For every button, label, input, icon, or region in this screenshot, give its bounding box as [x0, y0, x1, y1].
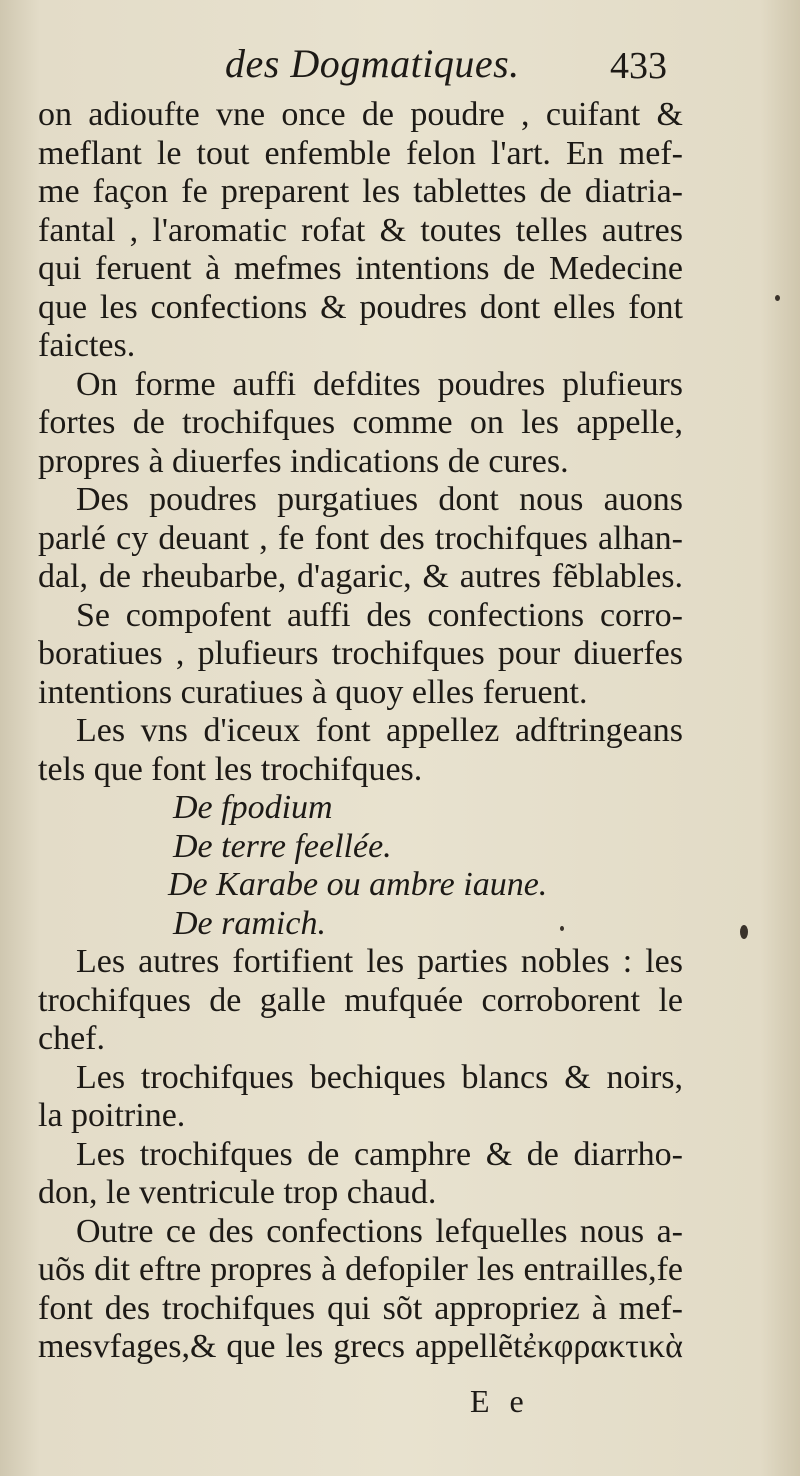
remedy-item: De Karabe ou ambre iaune.	[168, 866, 548, 903]
text-line: boratiues , plufieurs trochifques pour diuerfes	[38, 635, 683, 672]
body-text	[38, 96, 683, 1367]
text-line: don, le ventricule trop chaud.	[38, 1174, 437, 1211]
page-header	[0, 40, 800, 96]
text-line: Les trochifques bechiques blancs & noirs,	[76, 1058, 683, 1096]
text-line: trochifques de galle mufquée corroborent le	[38, 981, 683, 1019]
text-line: la poitrine.	[38, 1097, 186, 1134]
text-line: Outre ce des confections lefquelles nous a-	[76, 1212, 683, 1250]
text-line: Se compofent auffi des confections corro-	[76, 596, 683, 634]
text-line: dal, de rheubarbe, d'agaric, & autres fẽblables.	[38, 558, 683, 595]
text-line: font des trochifques qui sõt appropriez à mef-	[38, 1289, 683, 1327]
text-line: mesvfages,& que les grecs appellẽtἐκφρακτικὰ	[38, 1328, 683, 1365]
text-line: Les vns d'iceux font appellez adftringeans	[76, 712, 683, 749]
text-line: fantal , l'aromatic rofat & toutes telles autres	[38, 211, 683, 249]
text-line: intentions curatiues à quoy elles feruent.	[38, 673, 588, 711]
text-line: Des poudres purgatiues dont nous auons	[76, 481, 683, 518]
remedy-item: De terre feellée.	[173, 827, 392, 865]
text-line: on adioufte vne once de poudre , cuifant &	[38, 96, 683, 133]
text-line: On forme auffi defdites poudres plufieurs	[76, 365, 683, 403]
page-number: 433	[610, 45, 667, 87]
running-head: des Dogmatiques.	[225, 41, 520, 86]
text-line: faictes.	[38, 327, 136, 364]
text-line: propres à diuerfes indications de cures.	[38, 442, 569, 480]
text-line: Les autres fortifient les parties nobles : les	[76, 943, 683, 980]
text-line: qui feruent à mefmes intentions de Medecine	[38, 250, 683, 287]
signature-mark: E e	[470, 1383, 530, 1419]
remedy-item: De ramich.	[173, 904, 326, 942]
text-line: parlé cy deuant , fe font des trochifques alhan-	[38, 519, 683, 557]
text-line: Les trochifques de camphre & de diarrho-	[76, 1135, 683, 1173]
text-line: que les confections & poudres dont elles font	[38, 288, 683, 326]
text-line: fortes de trochifques comme on les appelle,	[38, 404, 683, 441]
ink-speck	[740, 925, 748, 939]
text-line: uõs dit eftre propres à defopiler les entrailles,fe	[38, 1251, 683, 1288]
remedy-item: De fpodium	[173, 789, 333, 826]
text-line: chef.	[38, 1020, 106, 1057]
text-line: me façon fe preparent les tablettes de diatria-	[38, 173, 683, 210]
ink-speck	[560, 926, 564, 931]
text-line: meflant le tout enfemble felon l'art. En mef-	[38, 134, 683, 172]
text-line: tels que font les trochifques.	[38, 750, 423, 788]
ink-speck	[775, 295, 780, 301]
